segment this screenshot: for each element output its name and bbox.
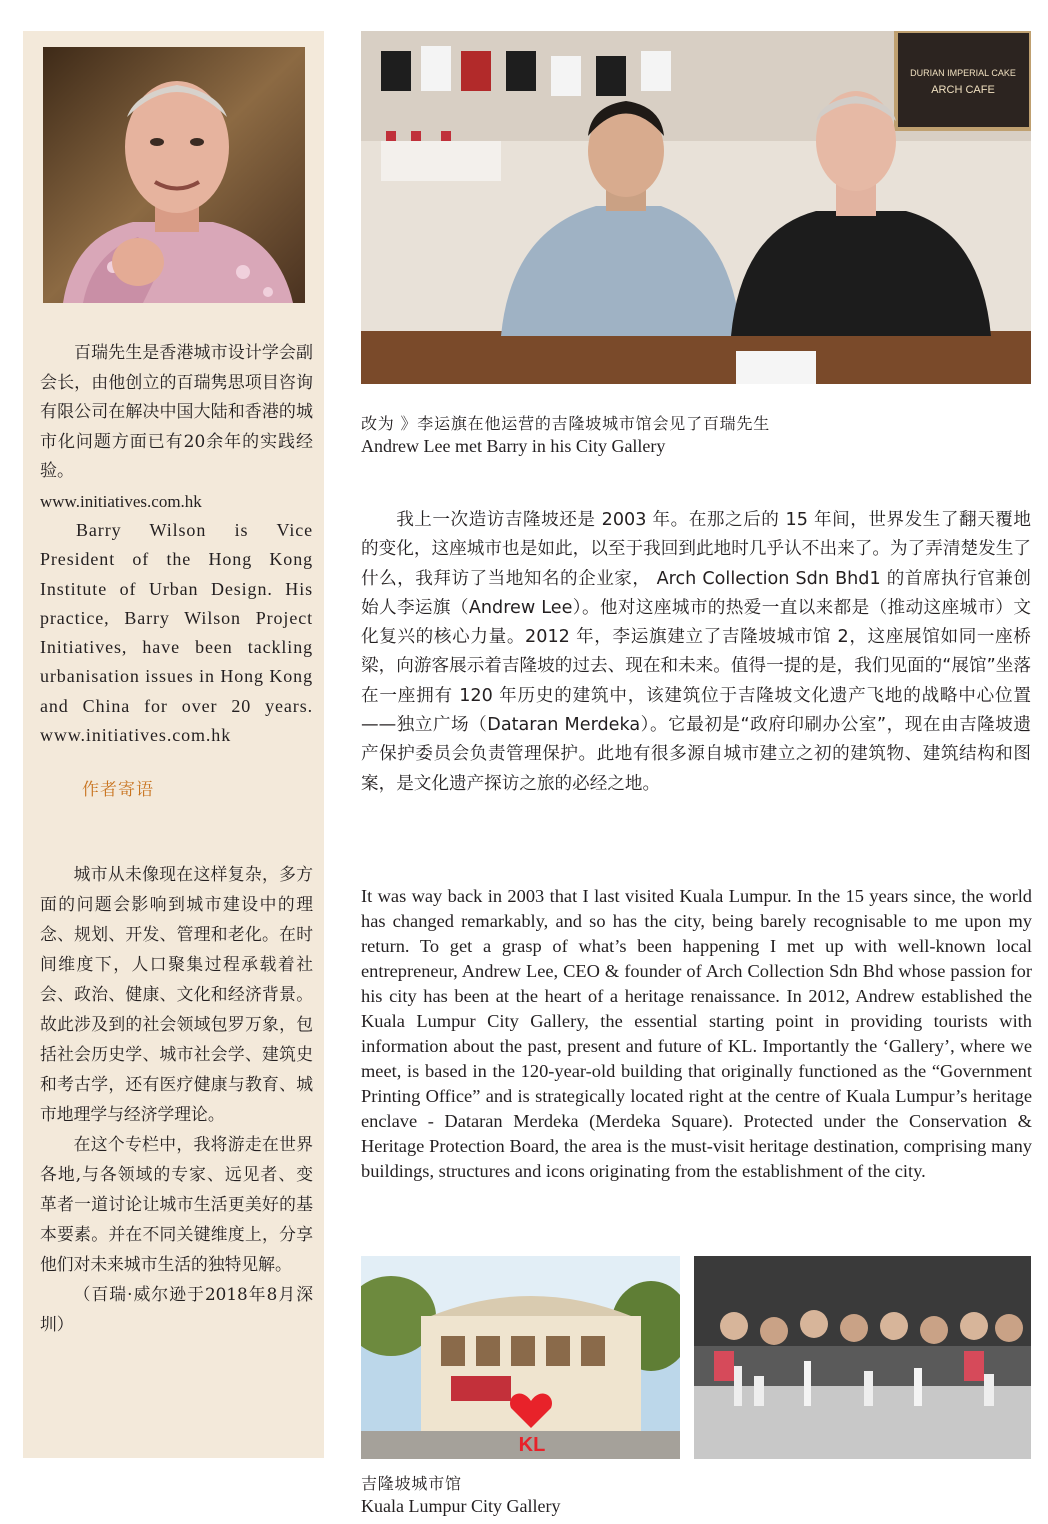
top-photo-caption-cn: 改为 》李运旗在他运营的吉隆坡城市馆会见了百瑞先生 bbox=[361, 414, 771, 433]
author-sidebar bbox=[23, 31, 324, 1458]
top-photo-caption-en: Andrew Lee met Barry in his City Gallery bbox=[361, 436, 666, 456]
city-model-exhibit-photo bbox=[694, 1256, 1031, 1459]
portrait-illustration bbox=[43, 47, 305, 303]
sign-text: DURIAN IMPERIAL CAKE bbox=[910, 68, 1016, 78]
building-illustration bbox=[361, 1256, 680, 1459]
bio-english: Barry Wilson is Vice President of the Hong Kong Institute of Urban Design. His practice, Barry Wilson Project Initiatives, have been tackling urbanisation issues in Hong Kong and China for over 20 years. www.initiatives.com.hk bbox=[40, 520, 313, 746]
author-note-paragraph: 在这个专栏中，我将游走在世界各地,与各领域的专家、远见者、变革者一道讨论让城市生活更美好的基本要素。并在不同关键维度上，分享他们对未来城市生活的独特见解。 bbox=[40, 1134, 313, 1274]
author-note bbox=[40, 859, 313, 1339]
author-note-heading: 作者寄语 bbox=[82, 780, 154, 800]
exhibit-illustration bbox=[694, 1256, 1031, 1459]
meeting-photo bbox=[361, 31, 1031, 384]
author-portrait bbox=[43, 47, 305, 303]
kl-sign: KL bbox=[518, 1434, 546, 1456]
sign-text: ARCH CAFE bbox=[931, 84, 995, 96]
bottom-photo-caption-cn: 吉隆坡城市馆 bbox=[361, 1474, 462, 1493]
bio-chinese-url[interactable]: www.initiatives.com.hk bbox=[40, 491, 202, 511]
author-note-paragraph: 城市从未像现在这样复杂，多方面的问题会影响到城市建设中的理念、规划、开发、管理和老化。在时间维度下，人口聚集过程承载着社会、政治、健康、文化和经济背景。故此涉及到的社会领域包罗万象，包括社会历史学、城市社会学、建筑史和考古学，还有医疗健康与教育、城市地理学与经济学理论。 bbox=[40, 864, 313, 1124]
city-gallery-building-photo bbox=[361, 1256, 680, 1459]
article-body-chinese: 我上一次造访吉隆坡还是 2003 年。在那之后的 15 年间，世界发生了翻天覆地的变化，这座城市也是如此，以至于我回到此地时几乎认不出来了。为了弄清楚发生了什么，我拜访了当地知名的企业家， Arch Collection Sdn Bhd1 的首席执行官兼创始人李运旗（Andrew Lee）。他对这座城市的热爱一直以来都是（推动这座城市）文化复兴的核心力量。2012 年，李运旗建立了吉隆坡城市馆 2，这座展馆如同一座桥梁，向游客展示着吉隆坡的过去、现在和未来。值得一提的是，我们见面的“展馆”坐落在一座拥有 120 年历史的建筑中，该建筑位于吉隆坡文化遗产飞地的战略中心位置——独立广场（Dataran Merdeka）。它最初是“政府印刷办公室”，现在由吉隆坡遗产保护委员会负责管理保护。此地有很多源自城市建立之初的建筑物、建筑结构和图案，是文化遗产探访之旅的必经之地。 bbox=[361, 510, 1031, 794]
author-signoff: （百瑞·威尔逊于2018年8月深圳） bbox=[40, 1284, 313, 1334]
bottom-photo-caption-en: Kuala Lumpur City Gallery bbox=[361, 1496, 561, 1516]
article-body-english: It was way back in 2003 that I last visited Kuala Lumpur. In the 15 years since, the world has changed remarkably, and so has the city, being barely recognisable to me upon my return. To get a grasp of what’s been happening I met up with well-known local entrepreneur, Andrew Lee, CEO & founder of Arch Collection Sdn Bhd whose passion for his city has been at the heart of a heritage renaissance. In 2012, Andrew established the Kuala Lumpur City Gallery, the essential starting point in providing tourists with information about the past, present and future of KL. Importantly the ‘Gallery’, where we meet, is based in the 120-year-old building that originally functioned as the “Government Printing Office” and is strategically located right at the centre of Kuala Lumpur’s heritage enclave - Dataran Merdeka (Merdeka Square). Protected under the Conservation & Heritage Protection Board, the area is the must-visit heritage destination, comprising many buildings, structures and icons originating from the establishment of the city. bbox=[361, 886, 1032, 1181]
author-bio bbox=[40, 339, 313, 750]
bio-chinese: 百瑞先生是香港城市设计学会副会长，由他创立的百瑞隽思项目咨询有限公司在解决中国大陆和香港的城市化问题方面已有20余年的实践经验。 bbox=[40, 343, 313, 481]
meeting-photo-illustration bbox=[361, 31, 1031, 384]
